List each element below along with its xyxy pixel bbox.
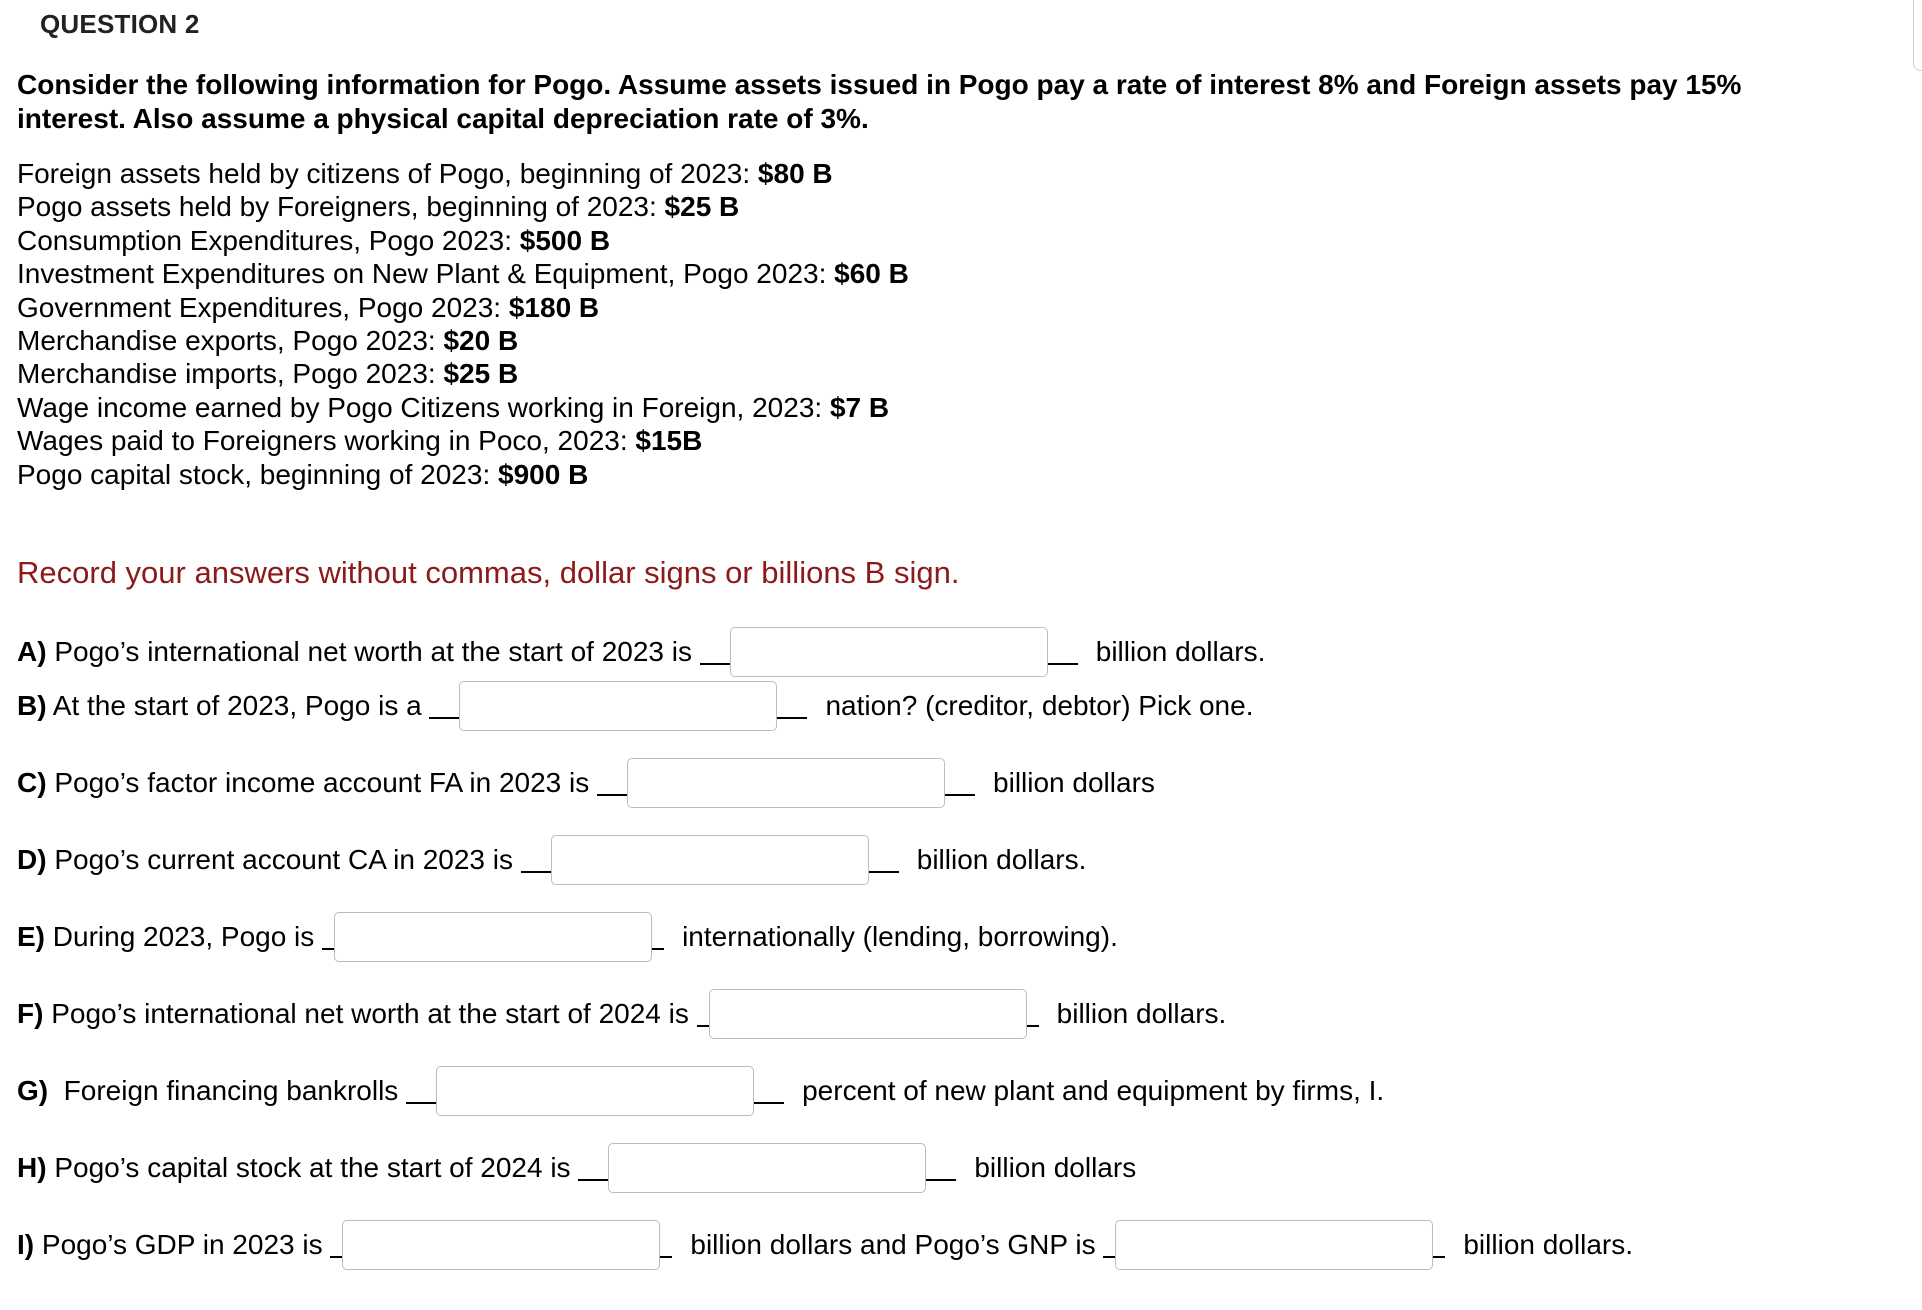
given-row: Wages paid to Foreigners working in Poco, 2023: $15B [17, 425, 703, 457]
answer-e-input[interactable] [334, 912, 652, 962]
question-d: D) Pogo’s current account CA in 2023 is billion dollars. [17, 833, 1086, 887]
scrollbar[interactable] [1913, 0, 1922, 71]
question-b: B) At the start of 2023, Pogo is a nation? (creditor, debtor) Pick one. [17, 679, 1253, 733]
answer-i-gdp-input[interactable] [342, 1220, 660, 1270]
answer-h-input[interactable] [608, 1143, 926, 1193]
given-row: Government Expenditures, Pogo 2023: $180 B [17, 291, 600, 323]
answer-b-input[interactable] [459, 681, 777, 731]
question-i: I) Pogo’s GDP in 2023 is billion dollars and Pogo’s GNP is billion dollars. [17, 1218, 1633, 1272]
question-h: H) Pogo’s capital stock at the start of 2024 is billion dollars [17, 1141, 1136, 1195]
givens-list [17, 157, 909, 491]
question-title: QUESTION 2 [40, 9, 200, 39]
question-a: A) Pogo’s international net worth at the start of 2023 is billion dollars. [17, 625, 1265, 679]
given-row: Pogo capital stock, beginning of 2023: $900 B [17, 458, 589, 490]
answer-c-input[interactable] [627, 758, 945, 808]
answer-f-input[interactable] [709, 989, 1027, 1039]
answer-g-input[interactable] [436, 1066, 754, 1116]
question-intro: Consider the following information for Pogo. Assume assets issued in Pogo pay a rate of interest 8% and Foreign assets pay 15% interest. Also assume a physical capital depreciation rate of 3%. [17, 69, 1742, 134]
question-g: G) Foreign financing bankrolls percent of new plant and equipment by firms, I. [17, 1064, 1384, 1118]
given-row: Foreign assets held by citizens of Pogo, beginning of 2023: $80 B [17, 158, 833, 189]
given-row: Merchandise imports, Pogo 2023: $25 B [17, 358, 519, 390]
given-row: Investment Expenditures on New Plant & Equipment, Pogo 2023: $60 B [17, 258, 909, 290]
question-f: F) Pogo’s international net worth at the start of 2024 is billion dollars. [17, 987, 1226, 1041]
given-row: Pogo assets held by Foreigners, beginning of 2023: $25 B [17, 191, 740, 223]
question-e: E) During 2023, Pogo is internationally (lending, borrowing). [17, 910, 1118, 964]
answer-a-input[interactable] [730, 627, 1048, 677]
question-c: C) Pogo’s factor income account FA in 2023 is billion dollars [17, 756, 1155, 810]
answer-d-input[interactable] [551, 835, 869, 885]
given-row: Consumption Expenditures, Pogo 2023: $500 B [17, 224, 611, 256]
answer-instruction: Record your answers without commas, dollar signs or billions B sign. [17, 555, 960, 590]
given-row: Wage income earned by Pogo Citizens working in Foreign, 2023: $7 B [17, 391, 890, 423]
answer-i-gnp-input[interactable] [1115, 1220, 1433, 1270]
given-row: Merchandise exports, Pogo 2023: $20 B [17, 325, 519, 357]
